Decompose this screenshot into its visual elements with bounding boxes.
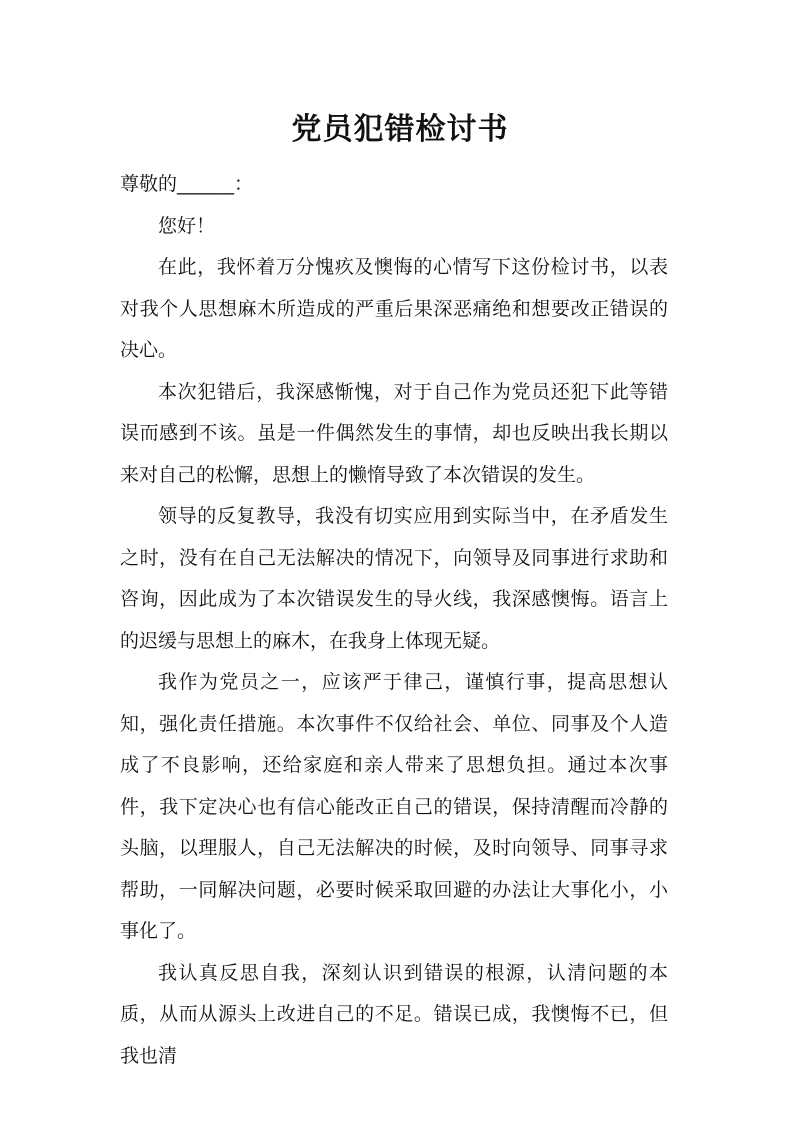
salutation-line: 尊敬的______： bbox=[120, 173, 254, 195]
greeting-line: 您好！ bbox=[158, 214, 216, 237]
document-title: 党员犯错检讨书 bbox=[291, 112, 509, 147]
paragraph-5: 我认真反思自我，深刻认识到错误的根源，认清问题的本质，从而从源头上改进自己的不足。错误已成，我懊悔不已，但我也清 bbox=[120, 961, 668, 1067]
letter-body bbox=[120, 164, 668, 1077]
paragraph-4: 我作为党员之一，应该严于律己，谨慎行事，提高思想认知，强化责任措施。本次事件不仅给社会、单位、同事及个人造成了不良影响，还给家庭和亲人带来了思想负担。通过本次事件，我下定决心也有信心能改正自己的错误，保持清醒而冷静的头脑，以理服人，自己无法解决的时候，及时向领导、同事寻求帮助，一同解决问题，必要时候采取回避的办法让大事化小，小事化了。 bbox=[120, 671, 668, 942]
paragraph-3: 领导的反复教导，我没有切实应用到实际当中，在矛盾发生之时，没有在自己无法解决的情况下，向领导及同事进行求助和咨询，因此成为了本次错误发生的导火线，我深感懊悔。语言上的迟缓与思想上的麻木，在我身上体现无疑。 bbox=[120, 505, 668, 652]
paragraph-1: 在此，我怀着万分愧疚及懊悔的心情写下这份检讨书，以表对我个人思想麻木所造成的严重后果深恶痛绝和想要改正错误的决心。 bbox=[120, 256, 668, 361]
paragraph-2: 本次犯错后，我深感惭愧，对于自己作为党员还犯下此等错误而感到不该。虽是一件偶然发生的事情，却也反映出我长期以来对自己的松懈，思想上的懒惰导致了本次错误的发生。 bbox=[120, 380, 668, 486]
